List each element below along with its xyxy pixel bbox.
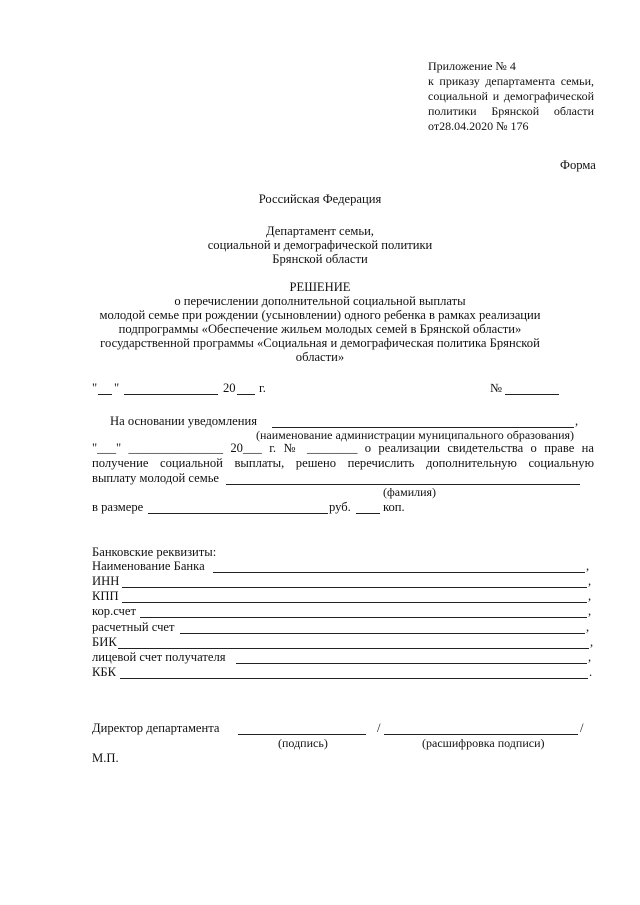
corr-account-field[interactable]	[140, 617, 587, 618]
bank-field-label: БИК	[92, 635, 117, 649]
kop-label: коп.	[383, 500, 405, 514]
signature-decode-field[interactable]	[384, 734, 578, 735]
bank-field-label: ИНН	[92, 574, 120, 588]
bank-field-label: расчетный счет	[92, 620, 175, 634]
appendix-block	[428, 59, 594, 134]
decision-line: государственной программы «Социальная и демографическая политика Брянской	[100, 336, 540, 350]
appendix-line: от28.04.2020 № 176	[428, 119, 529, 133]
slash: /	[580, 721, 584, 735]
field-end: ,	[586, 559, 590, 573]
signature-caption: (подпись)	[278, 736, 328, 750]
form-label: Форма	[560, 158, 596, 172]
body-line: получение социальной выплаты, решено перечислить дополнительную социальную	[92, 456, 594, 470]
settlement-account-field[interactable]	[180, 633, 585, 634]
number-field[interactable]	[505, 394, 559, 395]
surname-caption: (фамилия)	[383, 485, 437, 499]
quote-open: "	[92, 381, 98, 395]
decision-line: области»	[295, 350, 345, 364]
comma: ,	[575, 414, 579, 428]
number-sign: №	[490, 381, 503, 395]
amount-kop-field[interactable]	[356, 513, 380, 514]
appendix-line: к приказу департамента семьи,	[428, 74, 594, 88]
decision-title: РЕШЕНИЕ	[289, 280, 351, 294]
field-end: .	[589, 665, 593, 679]
inn-field[interactable]	[122, 587, 587, 588]
bank-name-field[interactable]	[213, 572, 585, 573]
bank-field-label: КБК	[92, 665, 117, 679]
appendix-line: политики Брянской области	[428, 104, 594, 118]
certificate-date-number: "___" _______________ 20___ г. № ________	[92, 441, 358, 455]
kpp-field[interactable]	[122, 602, 587, 603]
amount-rub-field[interactable]	[148, 513, 328, 514]
quote-close: "	[114, 381, 120, 395]
personal-account-field[interactable]	[236, 663, 587, 664]
administration-caption: (наименование администрации муниципального образования)	[256, 428, 575, 442]
department-line-3: Брянской области	[272, 252, 368, 266]
bik-field[interactable]	[118, 648, 589, 649]
director-label: Директор департамента	[92, 721, 220, 735]
kbk-field[interactable]	[120, 678, 588, 679]
field-end: ,	[590, 635, 594, 649]
bank-field-label: кор.счет	[92, 604, 136, 618]
bank-field-label: КПП	[92, 589, 119, 603]
bank-field-label: Наименование Банка	[92, 559, 205, 573]
month-field[interactable]	[124, 394, 218, 395]
bank-field-label: лицевой счет получателя	[92, 650, 226, 664]
decision-line: подпрограммы «Обеспечение жильем молодых семей в Брянской области»	[118, 322, 522, 336]
signature-field[interactable]	[238, 734, 366, 735]
bank-details-title: Банковские реквизиты:	[92, 545, 217, 559]
field-end: ,	[586, 620, 590, 634]
field-end: ,	[588, 589, 592, 603]
body-line: выплату молодой семье	[92, 471, 220, 485]
year-prefix: 20	[223, 381, 236, 395]
day-field[interactable]	[98, 394, 112, 395]
stamp-place-label: М.П.	[92, 751, 119, 765]
rub-label: руб.	[329, 500, 351, 514]
year-field[interactable]	[237, 394, 255, 395]
based-on-label: На основании уведомления	[110, 414, 257, 428]
amount-label: в размере	[92, 500, 144, 514]
department-line-2: социальной и демографической политики	[207, 238, 433, 252]
department-line-1: Департамент семьи,	[266, 224, 374, 238]
field-end: ,	[588, 574, 592, 588]
field-end: ,	[588, 650, 592, 664]
appendix-line: Приложение № 4	[428, 59, 516, 73]
year-suffix: г.	[259, 381, 266, 395]
appendix-line: социальной и демографической	[428, 89, 594, 103]
decision-line: молодой семье при рождении (усыновлении) одного ребенка в рамках реализации	[99, 308, 541, 322]
body-paragraph	[92, 441, 594, 471]
decision-line: о перечислении дополнительной социальной выплаты	[174, 294, 466, 308]
country-name: Российская Федерация	[258, 192, 382, 206]
signature-decode-caption: (расшифровка подписи)	[422, 736, 545, 750]
slash: /	[377, 721, 381, 735]
body-text: о реализации свидетельства о праве на	[364, 441, 594, 455]
body-line	[92, 441, 594, 456]
field-end: ,	[588, 604, 592, 618]
